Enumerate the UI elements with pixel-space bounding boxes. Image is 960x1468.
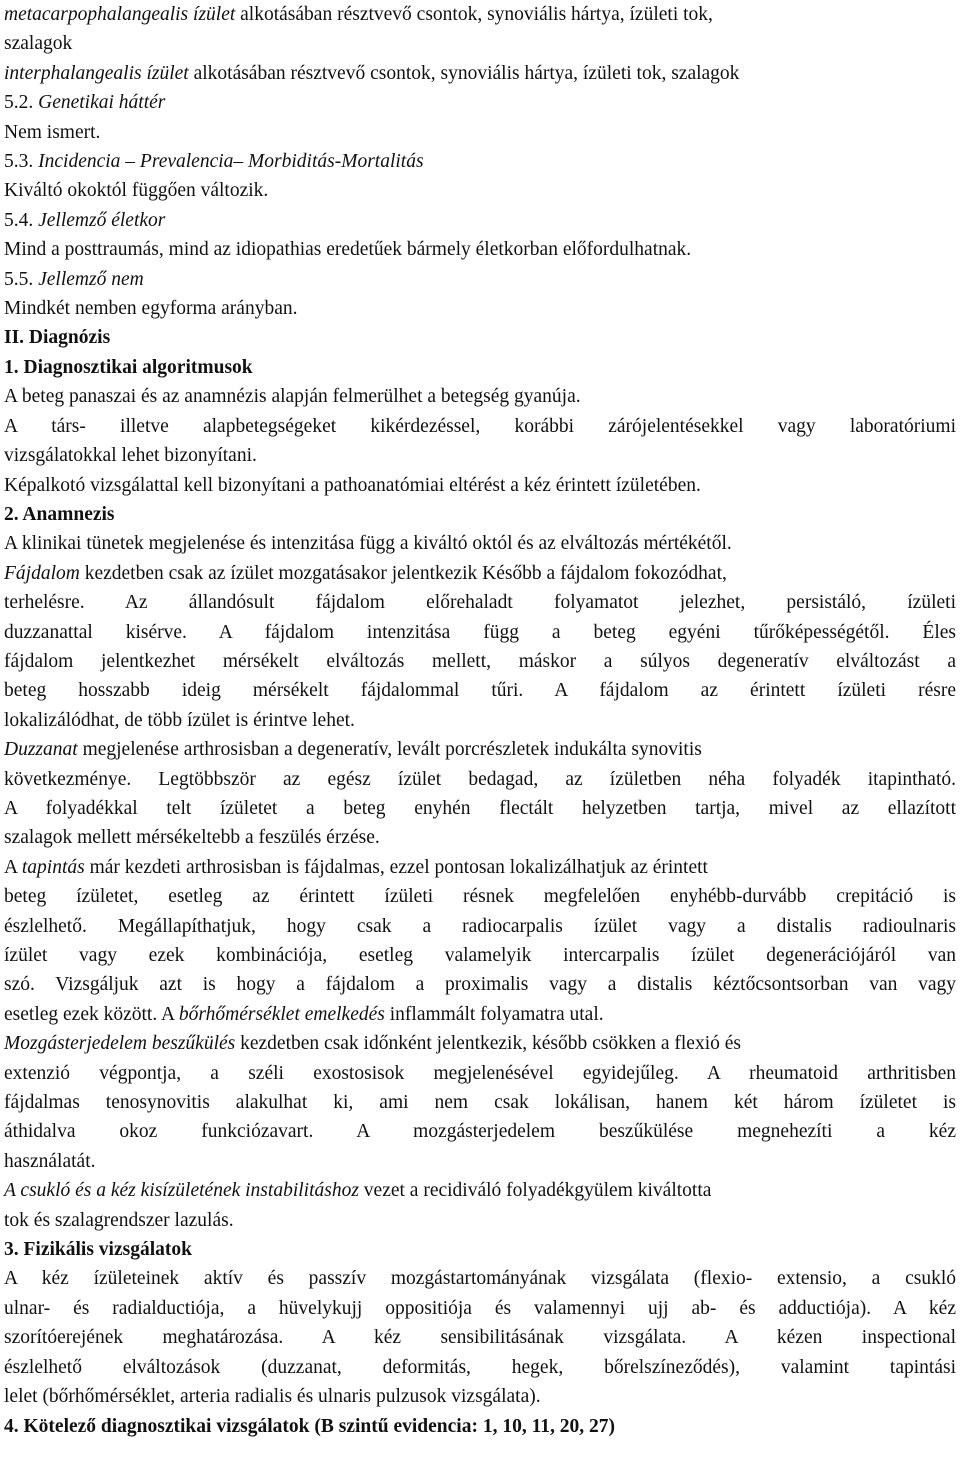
text-run: használatát.: [4, 1150, 96, 1172]
text-line: [4, 1088, 956, 1117]
text-run: kezdetben csak időnként jelentkezik, később csökken a flexió és: [235, 1033, 741, 1055]
text-run: ulnar- és radialductiója, a hüvelykujj oppositiója és valamennyi ujj ab- és adductiója). A kéz: [4, 1297, 956, 1319]
text-line: [4, 735, 956, 764]
text-run: tok és szalagrendszer lazulás.: [4, 1209, 234, 1231]
text-line: [4, 412, 956, 441]
text-line: [4, 1264, 956, 1293]
text-line: [4, 588, 956, 617]
text-run: extenzió végpontja, a széli exostosisok megjelenésével egyidejűleg. A rheumatoid arthritisben: [4, 1062, 956, 1084]
italic-term: Duzzanat: [4, 739, 78, 761]
italic-term: tapintás: [21, 856, 85, 878]
text-run: megjelenése arthrosisban a degeneratív, levált porcrészletek indukálta synovitis: [77, 739, 702, 761]
text-run: fájdalom jelentkezhet mérsékelt elváltozás mellett, máskor a súlyos degeneratív elváltozást a: [4, 650, 956, 672]
text-line: [4, 1323, 956, 1352]
text-line: [4, 1382, 956, 1411]
text-run: Képalkotó vizsgálattal kell bizonyítani a pathoanatómiai eltérést a kéz érintett ízületében.: [4, 474, 701, 496]
text-line: [4, 0, 956, 29]
text-run: szorítóerejének meghatározása. A kéz sensibilitásának vizsgálata. A kézen inspectional: [4, 1327, 956, 1349]
section-heading: [4, 1235, 956, 1264]
italic-term: Incidencia – Prevalencia– Morbiditás-Mortalitás: [38, 151, 424, 173]
text-line: [4, 882, 956, 911]
text-run: 5.4.: [4, 209, 39, 231]
text-run: Mindkét nemben egyforma arányban.: [4, 298, 298, 320]
text-line: [4, 235, 956, 264]
italic-term: Genetikai háttér: [38, 92, 166, 114]
text-run: A kéz ízületeinek aktív és passzív mozgástartományának vizsgálata (flexio- extensio, a csukló: [4, 1268, 956, 1290]
text-line: [4, 382, 956, 411]
text-line: [4, 29, 956, 58]
text-line: [4, 1000, 956, 1029]
text-line: [4, 853, 956, 882]
section-heading: [4, 323, 956, 352]
italic-term: Fájdalom: [4, 562, 80, 584]
bold-text: 1. Diagnosztikai algoritmusok: [4, 356, 253, 378]
text-line: [4, 1206, 956, 1235]
italic-term: bőrhőmérséklet emelkedés: [178, 1003, 385, 1025]
text-run: Mind a posttraumás, mind az idiopathias eredetűek bármely életkorban előfordulhatnak.: [4, 239, 692, 261]
text-run: A klinikai tünetek megjelenése és intenzitása függ a kiváltó októl és az elváltozás mértékétől.: [4, 533, 732, 555]
text-line: [4, 118, 956, 147]
text-run: szalagok: [4, 33, 73, 55]
text-line: [4, 265, 956, 294]
text-line: [4, 88, 956, 117]
text-line: [4, 294, 956, 323]
italic-term: A csukló és a kéz kisízületének instabilitáshoz: [4, 1180, 359, 1202]
text-line: [4, 941, 956, 970]
text-run: 5.3.: [4, 151, 39, 173]
text-run: lokalizálódhat, de több ízület is érintve lehet.: [4, 709, 355, 731]
text-run: vizsgálatokkal lehet bizonyítani.: [4, 445, 257, 467]
text-run: szó. Vizsgáljuk azt is hogy a fájdalom a proximalis vagy a distalis kéztőcsontsorban van vagy: [4, 974, 956, 996]
section-heading: [4, 1412, 956, 1441]
text-run: lelet (bőrhőmérséklet, arteria radialis és ulnaris pulzusok vizsgálata).: [4, 1386, 541, 1408]
section-heading: [4, 500, 956, 529]
text-run: 5.5.: [4, 268, 39, 290]
text-line: [4, 618, 956, 647]
text-run: A folyadékkal telt ízületet a beteg enyhén flectált helyzetben tartja, mivel az ellazított: [4, 797, 956, 819]
text-run: ízület vagy ezek kombinációja, esetleg valamelyik intercarpalis ízület degenerációjáról van: [4, 945, 956, 966]
italic-term: metacarpophalangealis ízület: [4, 4, 236, 25]
text-run: Kiváltó okoktól függően változik.: [4, 180, 269, 202]
text-line: [4, 970, 956, 999]
text-run: A társ- illetve alapbetegségeket kikérdezéssel, korábbi zárójelentésekkel vagy laboratóriumi: [4, 415, 956, 437]
text-line: [4, 529, 956, 558]
text-run: terhelésre. Az állandósult fájdalom előrehaladt folyamatot jelezhet, persistáló, ízületi: [4, 592, 956, 614]
text-line: [4, 147, 956, 176]
text-line: [4, 559, 956, 588]
text-run: 5.2.: [4, 92, 39, 114]
bold-text: 4. Kötelező diagnosztikai vizsgálatok (B szintű evidencia: 1, 10, 11, 20, 27): [4, 1415, 615, 1437]
text-run: duzzanattal kisérve. A fájdalom intenzitása függ a beteg egyéni tűrőképességétől. Éles: [4, 621, 956, 643]
text-run: vezet a recidiváló folyadékgyülem kiváltotta: [358, 1180, 712, 1202]
text-line: [4, 59, 956, 88]
text-line: [4, 1059, 956, 1088]
italic-term: Jellemző nem: [38, 268, 144, 290]
text-run: beteg hosszabb ideig mérsékelt fájdalommal tűri. A fájdalom az érintett ízületi résre: [4, 680, 956, 702]
text-line: [4, 1147, 956, 1176]
text-line: [4, 647, 956, 676]
text-line: [4, 912, 956, 941]
text-run: következménye. Legtöbbször az egész ízület bedagad, az ízületben néha folyadék itapintható.: [4, 768, 956, 790]
text-run: inflammált folyamatra utal.: [384, 1003, 604, 1025]
bold-text: 3. Fizikális vizsgálatok: [4, 1239, 192, 1261]
text-line: [4, 206, 956, 235]
text-line: [4, 823, 956, 852]
text-line: [4, 794, 956, 823]
bold-text: II. Diagnózis: [4, 327, 111, 349]
text-run: beteg ízületet, esetleg az érintett ízületi résnek megfelelően enyhébb-durvább crepitáció is: [4, 886, 956, 908]
text-run: kezdetben csak az ízület mozgatásakor jelentkezik Később a fájdalom fokozódhat,: [79, 562, 727, 584]
text-run: áthidalva okoz funkciózavart. A mozgásterjedelem beszűkülése megnehezíti a kéz: [4, 1121, 956, 1143]
italic-term: Mozgásterjedelem beszűkülés: [4, 1033, 236, 1055]
text-line: [4, 706, 956, 735]
text-run: már kezdeti arthrosisban is fájdalmas, ezzel pontosan lokalizálhatjuk az érintett: [84, 856, 708, 878]
text-line: [4, 1353, 956, 1382]
text-line: [4, 1176, 956, 1205]
text-run: A beteg panaszai és az anamnézis alapján felmerülhet a betegség gyanúja.: [4, 386, 581, 408]
text-line: [4, 765, 956, 794]
text-run: észlelhető. Megállapíthatjuk, hogy csak a radiocarpalis ízület vagy a distalis radioulnaris: [4, 915, 956, 937]
italic-term: interphalangealis ízület: [4, 62, 189, 84]
text-run: észlelhető elváltozások (duzzanat, deformitás, hegek, bőrelszíneződés), valamint tapintási: [4, 1356, 956, 1378]
bold-text: 2. Anamnezis: [4, 503, 115, 525]
text-line: [4, 471, 956, 500]
text-run: szalagok mellett mérsékeltebb a feszülés érzése.: [4, 827, 380, 849]
text-line: [4, 676, 956, 705]
text-line: [4, 1117, 956, 1146]
text-run: alkotásában résztvevő csontok, synoviális hártya, ízületi tok, szalagok: [188, 62, 740, 84]
text-line: [4, 441, 956, 470]
text-run: alkotásában résztvevő csontok, synoviális hártya, ízületi tok,: [235, 4, 713, 25]
italic-term: Jellemző életkor: [38, 209, 166, 231]
text-run: fájdalmas tenosynovitis alakulhat ki, ami nem csak lokálisan, hanem két három ízületet is: [4, 1092, 956, 1114]
text-line: [4, 1029, 956, 1058]
text-run: Nem ismert.: [4, 121, 101, 143]
text-run: esetleg ezek között. A: [4, 1003, 179, 1025]
text-line: [4, 176, 956, 205]
text-line: [4, 1294, 956, 1323]
section-heading: [4, 353, 956, 382]
text-run: A: [4, 856, 22, 878]
